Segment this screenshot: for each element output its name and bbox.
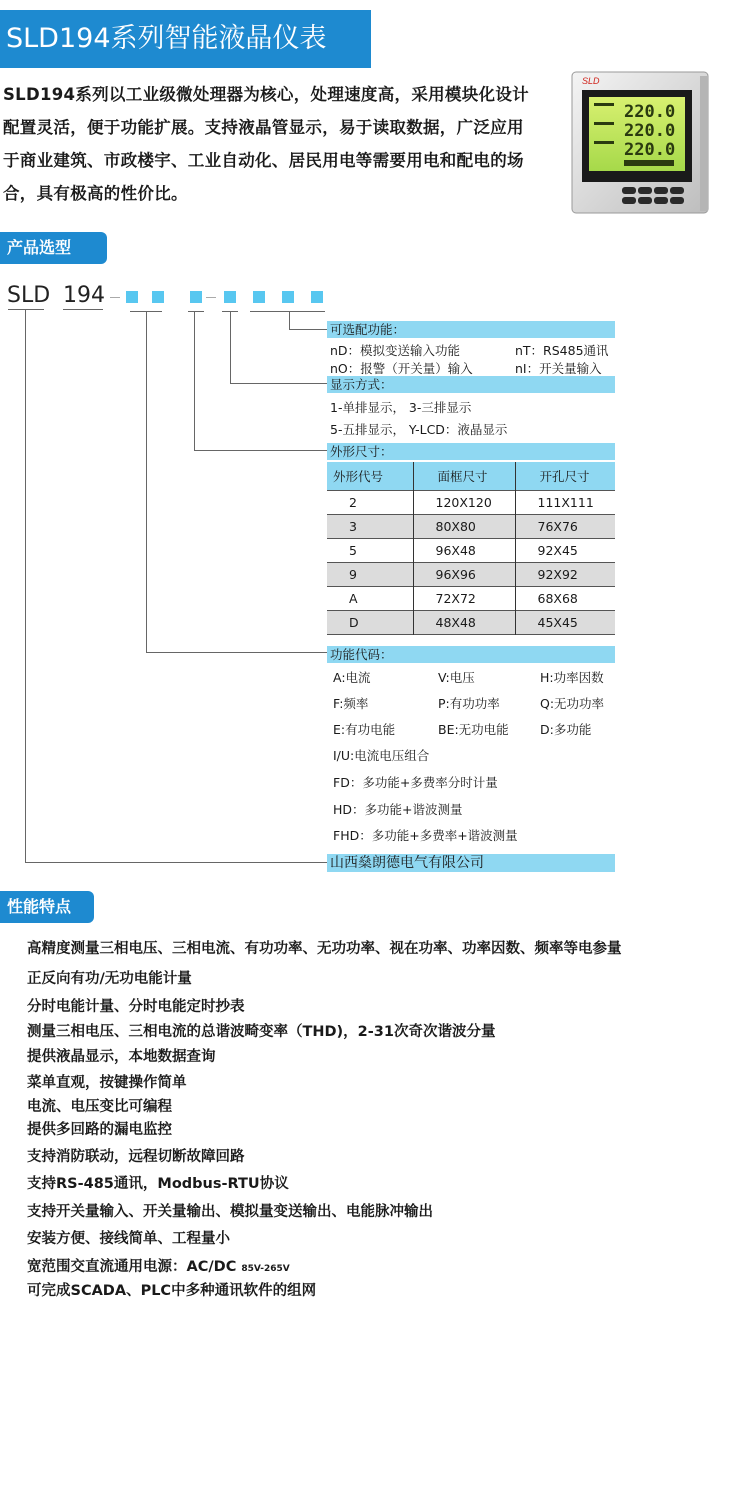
code-square — [152, 291, 164, 303]
company-band: 山西燊朗德电气有限公司 — [327, 854, 615, 872]
table-cell: 9 — [327, 562, 413, 586]
function-item: Q:无功功率 — [540, 696, 605, 711]
feature-item: 菜单直观，按键操作简单 — [27, 1075, 187, 1091]
table-cell: A — [349, 590, 358, 606]
code-square — [190, 291, 202, 303]
table-row — [327, 610, 615, 634]
code-square — [253, 291, 265, 303]
connector-line — [230, 311, 231, 383]
function-title: 功能代码： — [327, 646, 615, 663]
connector-line — [146, 652, 327, 653]
bracket-line — [8, 309, 44, 310]
table-cell: 92X45 — [515, 538, 615, 562]
code-square — [126, 291, 138, 303]
function-item: D:多功能 — [540, 722, 592, 737]
size-title: 外形尺寸： — [327, 443, 615, 460]
table-cell: 76X76 — [515, 514, 615, 538]
table-cell: 111X111 — [515, 490, 615, 514]
table-cell: D — [327, 610, 413, 634]
intro-line: 配置灵活，便于功能扩展。支持液晶管显示，易于读取数据，广泛应用 — [3, 118, 524, 137]
bracket-line — [250, 311, 325, 312]
function-item: V:电压 — [438, 670, 475, 685]
model-separator — [206, 297, 216, 298]
function-item: P:有功功率 — [438, 696, 500, 711]
table-cell: 96X96 — [413, 562, 515, 586]
model-number: 194 — [63, 283, 105, 308]
table-header-cell: 外形代号 — [327, 462, 413, 490]
display-title: 显示方式： — [327, 376, 615, 393]
feature-item — [27, 1255, 290, 1276]
model-separator — [110, 297, 120, 298]
table-cell: 45X45 — [515, 610, 615, 634]
optional-item: nI：开关量输入 — [515, 361, 602, 376]
connector-line — [289, 311, 290, 329]
table-cell: 96X48 — [413, 538, 515, 562]
lcd-line: 220.0 — [624, 140, 676, 160]
table-header-cell: 开孔尺寸 — [515, 462, 615, 490]
feature-text: 宽范围交直流通用电源：AC/DC — [27, 1259, 237, 1275]
table-row — [327, 586, 615, 610]
device-image — [570, 70, 710, 215]
table-cell: 72X72 — [413, 586, 515, 610]
feature-item: 提供多回路的漏电监控 — [27, 1122, 172, 1138]
device-logo: SLD — [582, 76, 600, 86]
connector-line — [25, 862, 327, 863]
table-cell: 68X68 — [515, 586, 615, 610]
intro-line: 合，具有极高的性价比。 — [3, 184, 188, 203]
connector-line — [194, 311, 195, 450]
feature-item: 分时电能计量、分时电能定时抄表 — [27, 999, 245, 1015]
table-cell: 120X120 — [413, 490, 515, 514]
table-row — [327, 562, 615, 586]
lcd-line: 220.0 — [624, 121, 676, 141]
optional-item: nT：RS485通讯 — [515, 343, 609, 358]
table-cell: 92X92 — [515, 562, 615, 586]
table-cell: 48X48 — [413, 610, 515, 634]
table-cell: 80X80 — [413, 514, 515, 538]
table-header-row — [327, 462, 615, 490]
page-title: SLD194系列智能液晶仪表 — [0, 10, 371, 68]
code-square — [224, 291, 236, 303]
intro-line: 于商业建筑、市政楼宇、工业自动化、居民用电等需要用电和配电的场 — [3, 151, 524, 170]
table-row — [327, 490, 615, 514]
feature-item: 可完成SCADA、PLC中多种通讯软件的组网 — [27, 1283, 317, 1299]
function-item: E:有功电能 — [333, 722, 396, 737]
intro-text — [3, 78, 558, 210]
table-cell: 5 — [349, 542, 357, 558]
function-item: BE:无功电能 — [438, 722, 509, 737]
feature-item: 支持RS-485通讯，Modbus-RTU协议 — [27, 1176, 289, 1192]
code-square — [311, 291, 323, 303]
optional-item: nO：报警（开关量）输入 — [330, 361, 473, 376]
size-table — [327, 462, 615, 635]
bracket-line — [188, 311, 204, 312]
section-tag-features: 性能特点 — [0, 891, 94, 923]
table-row — [327, 538, 615, 562]
function-line: FHD：多功能+多费率+谐波测量 — [333, 828, 518, 843]
function-item: A:电流 — [333, 670, 371, 685]
function-item: F:频率 — [333, 696, 369, 711]
feature-item: 提供液晶显示，本地数据查询 — [27, 1049, 216, 1065]
feature-item: 高精度测量三相电压、三相电流、有功功率、无功功率、视在功率、功率因数、频率等电参量 — [27, 941, 622, 957]
power-range-note: 85V-265V — [241, 1264, 290, 1274]
table-cell: 3 — [327, 514, 413, 538]
feature-item: 电流、电压变比可编程 — [27, 1099, 172, 1115]
table-cell: 2 — [349, 494, 357, 510]
connector-line — [289, 329, 327, 330]
feature-item: 安装方便、接线简单、工程量小 — [27, 1231, 230, 1247]
lcd-line: 220.0 — [624, 102, 676, 122]
optional-title: 可选配功能： — [327, 321, 615, 338]
code-square — [282, 291, 294, 303]
connector-line — [146, 311, 147, 652]
connector-line — [194, 450, 327, 451]
function-line: FD：多功能+多费率分时计量 — [333, 775, 498, 790]
model-prefix: SLD — [7, 283, 51, 308]
intro-line: SLD194系列以工业级微处理器为核心，处理速度高，采用模块化设计 — [3, 85, 529, 104]
display-line: 1-单排显示， 3-三排显示 — [330, 400, 472, 415]
function-line: I/U:电流电压组合 — [333, 748, 430, 763]
bracket-line — [63, 309, 103, 310]
connector-line — [230, 383, 327, 384]
optional-item: nD：模拟变送输入功能 — [330, 343, 461, 358]
feature-item: 测量三相电压、三相电流的总谐波畸变率（THD)，2-31次奇次谐波分量 — [27, 1024, 496, 1040]
feature-item: 正反向有功/无功电能计量 — [27, 971, 192, 987]
table-header-cell: 面框尺寸 — [413, 462, 515, 490]
function-item: H:功率因数 — [540, 670, 604, 685]
feature-item: 支持开关量输入、开关量输出、模拟量变送输出、电能脉冲输出 — [27, 1204, 433, 1220]
table-row — [327, 514, 615, 538]
display-line: 5-五排显示， Y-LCD：液晶显示 — [330, 422, 508, 437]
feature-item: 支持消防联动，远程切断故障回路 — [27, 1149, 245, 1165]
connector-line — [25, 309, 26, 863]
section-tag-selection: 产品选型 — [0, 232, 107, 264]
function-line: HD：多功能+谐波测量 — [333, 802, 463, 817]
